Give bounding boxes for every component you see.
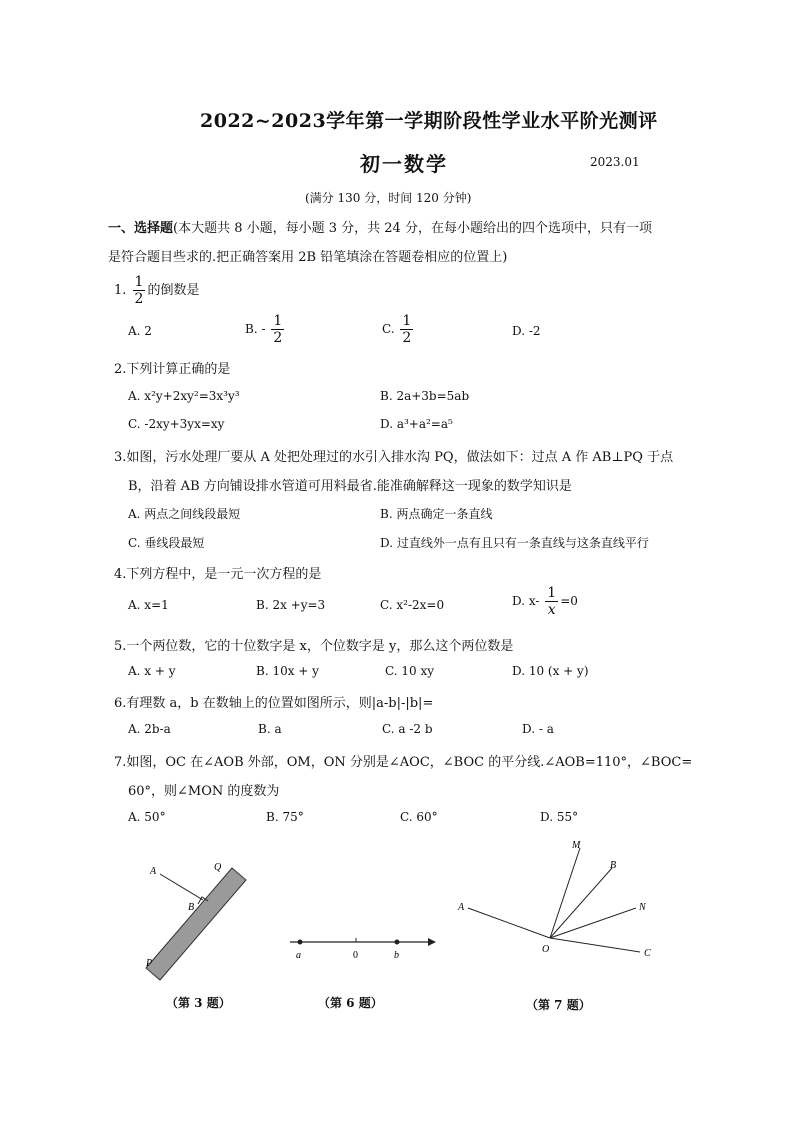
q2-option-d: D. a³+a²=a⁵ — [380, 417, 453, 431]
ray-oa — [468, 908, 550, 938]
section-intro-line1 — [108, 217, 652, 236]
label-n: N — [639, 902, 646, 913]
ditch-pq — [146, 868, 246, 980]
question-2-stem: 2.下列计算正确的是 — [114, 362, 231, 377]
q1-fraction — [133, 275, 146, 306]
q3-option-a: A. 两点之间线段最短 — [128, 507, 241, 521]
q2-option-c: C. -2xy+3yx=xy — [128, 417, 225, 431]
q4-option-b: B. 2x +y=3 — [256, 598, 326, 612]
ray-om — [550, 848, 580, 938]
q1-number: 1. — [114, 283, 127, 298]
q7-option-d: D. 55° — [540, 810, 579, 824]
q4-d-den: x — [547, 602, 556, 618]
q1-fraction-den: 2 — [134, 291, 144, 307]
label-q: Q — [214, 862, 222, 873]
q1-option-b — [245, 314, 286, 345]
q6-option-a: A. 2b-a — [128, 722, 171, 736]
question-6-stem: 6.有理数 a，b 在数轴上的位置如图所示，则|a-b|-|b|= — [114, 696, 434, 711]
figure-6-number-line — [286, 928, 436, 968]
label-b: B — [188, 902, 195, 913]
question-5-stem: 5.一个两位数，它的十位数字是 x，个位数字是 y，那么这个两位数是 — [114, 639, 514, 654]
section-intro-text: (本大题共 8 小题，每小题 3 分，共 24 分，在每小题给出的四个选项中，只有一项 — [173, 221, 652, 236]
q4-option-d — [512, 586, 578, 617]
subject-title: 初一数学 — [360, 152, 448, 176]
label-m: M — [572, 840, 581, 851]
label-c: C — [644, 948, 651, 959]
label-zero: 0 — [353, 950, 358, 961]
q1-c-fraction — [400, 314, 413, 345]
label-a: A — [150, 866, 157, 877]
q4-option-a: A. x=1 — [128, 598, 169, 612]
q1-c-den: 2 — [402, 330, 412, 346]
q2-option-a: A. x²y+2xy²=3x³y³ — [128, 389, 240, 403]
q6-option-d: D. - a — [522, 722, 554, 736]
section-heading: 一、选择题 — [108, 221, 174, 236]
q1-b-fraction — [271, 314, 284, 345]
q5-option-d: D. 10 (x + y) — [512, 664, 589, 678]
q5-option-b: B. 10x + y — [256, 664, 319, 678]
q1-b-num: 1 — [273, 313, 283, 329]
segment-ab — [160, 874, 203, 900]
q1-option-c — [382, 314, 415, 345]
q3-option-b: B. 两点确定一条直线 — [380, 507, 493, 521]
q1-text: 的倒数是 — [147, 283, 200, 298]
figure-3-drainage-diagram — [138, 852, 258, 982]
q1-b-prefix: B. - — [245, 322, 266, 336]
arrow-head-icon — [428, 938, 436, 946]
figure-6-caption: （第 6 题） — [318, 996, 383, 1010]
question-3-line1: 3.如图，污水处理厂要从 A 处把处理过的水引入排水沟 PQ，做法如下：过点 A 作 AB⊥PQ 于点 — [114, 450, 674, 465]
q4-d-num: 1 — [547, 585, 557, 601]
question-4-stem: 4.下列方程中，是一元一次方程的是 — [114, 567, 322, 582]
q6-option-c: C. a -2 b — [382, 722, 433, 736]
q6-option-b: B. a — [258, 722, 282, 736]
q4-d-suffix: =0 — [560, 594, 578, 608]
point-b — [395, 940, 400, 945]
q7-option-c: C. 60° — [400, 810, 438, 824]
figure-3-caption: （第 3 题） — [166, 996, 231, 1010]
label-b-point: b — [394, 950, 399, 961]
q1-b-den: 2 — [273, 330, 283, 346]
q4-option-c: C. x²-2x=0 — [380, 598, 445, 612]
q1-c-num: 1 — [402, 313, 412, 329]
q1-option-a: A. 2 — [128, 324, 152, 338]
question-1-stem — [114, 275, 199, 306]
question-3-line2: B，沿着 AB 方向铺设排水管道可用料最省.能准确解释这一现象的数学知识是 — [128, 479, 572, 494]
label-p: P — [146, 958, 153, 969]
section-intro-line2: 是符合题目些求的.把正确答案用 2B 铅笔填涂在答题卷相应的位置上) — [108, 250, 508, 265]
label-a-ray: A — [458, 902, 465, 913]
question-7-line1: 7.如图，OC 在∠AOB 外部，OM，ON 分别是∠AOC，∠BOC 的平分线.∠AOB=110°，∠BOC= — [114, 755, 693, 770]
figure-7-caption: （第 7 题） — [526, 998, 591, 1012]
q3-option-d: D. 过直线外一点有且只有一条直线与这条直线平行 — [380, 536, 649, 550]
label-a-point: a — [296, 950, 301, 961]
q4-d-prefix: D. x- — [512, 594, 540, 608]
q3-option-c: C. 垂线段最短 — [128, 536, 205, 550]
q1-fraction-num: 1 — [134, 274, 144, 290]
label-o: O — [542, 944, 550, 955]
q4-d-fraction — [545, 586, 558, 617]
exam-title: 2022~2023学年第一学期阶段性学业水平阶光测评 — [200, 110, 658, 132]
q2-option-b: B. 2a+3b=5ab — [380, 389, 470, 403]
exam-subtitle: (满分 130 分，时间 120 分钟) — [305, 191, 472, 205]
q1-option-d: D. -2 — [512, 324, 541, 338]
ray-oc — [550, 938, 640, 952]
question-7-line2: 60°，则∠MON 的度数为 — [128, 784, 280, 799]
q1-c-prefix: C. — [382, 322, 395, 336]
q5-option-a: A. x + y — [128, 664, 176, 678]
point-a — [298, 940, 303, 945]
exam-date: 2023.01 — [590, 155, 640, 169]
q5-option-c: C. 10 xy — [385, 664, 435, 678]
q7-option-a: A. 50° — [128, 810, 166, 824]
q7-option-b: B. 75° — [266, 810, 304, 824]
label-b-ray: B — [610, 860, 617, 871]
figure-7-angle-diagram — [454, 836, 664, 966]
